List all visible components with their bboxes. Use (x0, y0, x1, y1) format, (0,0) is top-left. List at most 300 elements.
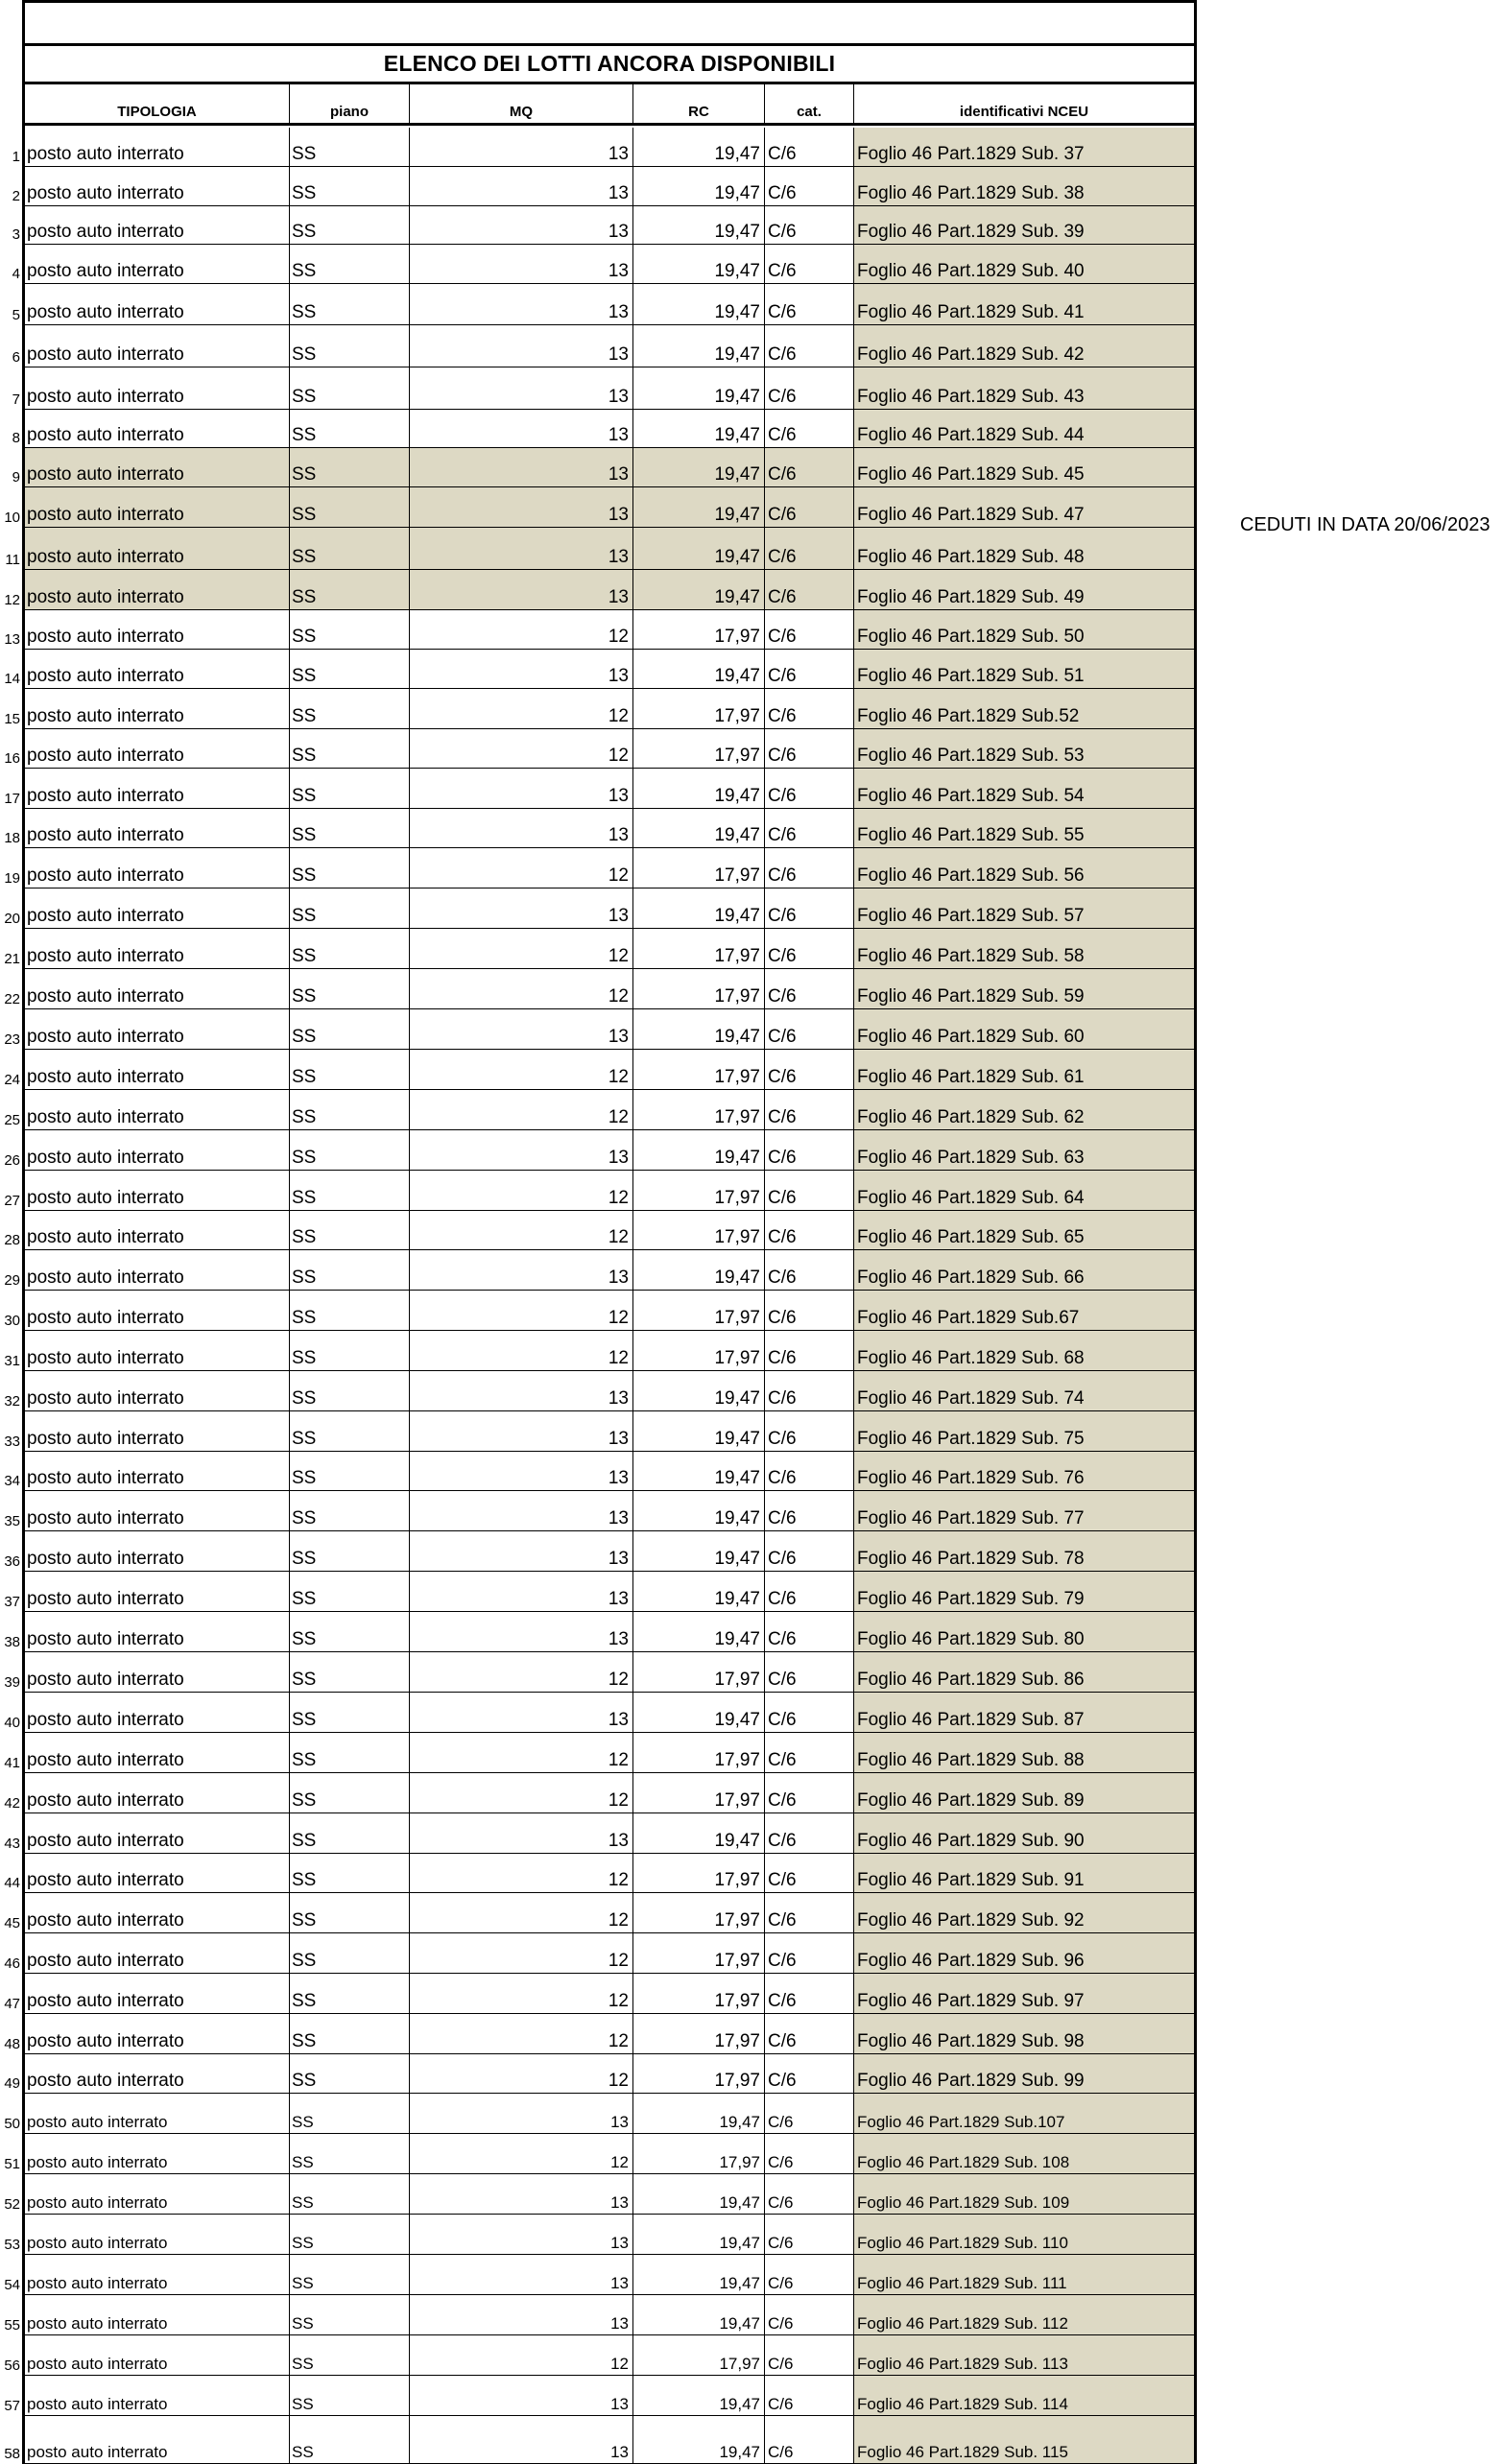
row-number: 28 (4, 1232, 20, 1248)
row-number: 2 (12, 188, 20, 204)
cell-rc: 19,47 (633, 2215, 765, 2254)
cell-identificativo: Foglio 46 Part.1829 Sub. 89 (854, 1773, 1194, 1812)
cell-mq: 13 (410, 2255, 633, 2294)
table-row (0, 1933, 1197, 1974)
cell-identificativo: Foglio 46 Part.1829 Sub. 47 (854, 487, 1194, 527)
cell-rc: 19,47 (633, 1411, 765, 1451)
cell-rc: 19,47 (633, 1531, 765, 1571)
row-number: 13 (4, 631, 20, 648)
cell-identificativo: Foglio 46 Part.1829 Sub. 113 (854, 2335, 1194, 2375)
cell-identificativo: Foglio 46 Part.1829 Sub. 99 (854, 2054, 1194, 2093)
cell-piano: SS (290, 2215, 410, 2254)
table-row (0, 1090, 1197, 1130)
cell-tipologia: posto auto interrato (25, 1933, 290, 1973)
row-cells (25, 1009, 1194, 1050)
row-cells (25, 448, 1194, 487)
row-cells (25, 1452, 1194, 1491)
cell-tipologia: posto auto interrato (25, 1291, 290, 1330)
cell-piano: SS (290, 1171, 410, 1210)
cell-cat: C/6 (765, 1171, 854, 1210)
cell-mq: 13 (410, 1491, 633, 1530)
cell-tipologia: posto auto interrato (25, 2134, 290, 2173)
top-border (24, 0, 1197, 3)
cell-rc: 19,47 (633, 2416, 765, 2463)
cell-rc: 17,97 (633, 848, 765, 888)
table-row (0, 1130, 1197, 1171)
row-cells (25, 570, 1194, 610)
cell-mq: 13 (410, 650, 633, 688)
cell-tipologia: posto auto interrato (25, 969, 290, 1008)
cell-rc: 19,47 (633, 367, 765, 409)
cell-mq: 13 (410, 367, 633, 409)
cell-mq: 13 (410, 206, 633, 244)
table-row (0, 410, 1197, 448)
row-number: 41 (4, 1755, 20, 1771)
cell-identificativo: Foglio 46 Part.1829 Sub. 42 (854, 325, 1194, 367)
table-row (0, 570, 1197, 610)
cell-rc: 17,97 (633, 1090, 765, 1129)
cell-identificativo: Foglio 46 Part.1829 Sub. 61 (854, 1050, 1194, 1089)
cell-tipologia: posto auto interrato (25, 167, 290, 205)
cell-piano: SS (290, 1250, 410, 1290)
row-cells (25, 167, 1194, 206)
cell-identificativo: Foglio 46 Part.1829 Sub. 58 (854, 929, 1194, 968)
cell-tipologia: posto auto interrato (25, 487, 290, 527)
row-number: 17 (4, 791, 20, 807)
cell-identificativo: Foglio 46 Part.1829 Sub. 114 (854, 2376, 1194, 2415)
cell-mq: 12 (410, 2134, 633, 2173)
cell-identificativo: Foglio 46 Part.1829 Sub.52 (854, 689, 1194, 728)
cell-tipologia: posto auto interrato (25, 448, 290, 486)
row-cells (25, 650, 1194, 689)
row-number: 3 (12, 226, 20, 243)
row-cells (25, 245, 1194, 284)
cell-tipologia: posto auto interrato (25, 2215, 290, 2254)
table-row (0, 206, 1197, 245)
row-cells (25, 2174, 1194, 2215)
row-cells (25, 888, 1194, 929)
table-row (0, 650, 1197, 689)
row-cells (25, 2295, 1194, 2335)
cell-tipologia: posto auto interrato (25, 1371, 290, 1410)
cell-mq: 13 (410, 2094, 633, 2133)
row-number: 48 (4, 2036, 20, 2052)
row-cells (25, 2134, 1194, 2174)
cell-piano: SS (290, 1612, 410, 1651)
cell-mq: 12 (410, 610, 633, 649)
cell-mq: 12 (410, 1773, 633, 1812)
row-number: 58 (4, 2446, 20, 2462)
cell-piano: SS (290, 2094, 410, 2133)
cell-mq: 12 (410, 848, 633, 888)
row-cells (25, 769, 1194, 809)
cell-mq: 13 (410, 2174, 633, 2214)
cell-piano: SS (290, 1452, 410, 1490)
cell-cat: C/6 (765, 1733, 854, 1772)
cell-piano: SS (290, 1652, 410, 1692)
ceded-note: CEDUTI IN DATA 20/06/2023 (1240, 514, 1491, 535)
cell-rc: 19,47 (633, 1693, 765, 1732)
cell-cat: C/6 (765, 325, 854, 367)
cell-tipologia: posto auto interrato (25, 2094, 290, 2133)
cell-rc: 19,47 (633, 888, 765, 928)
cell-piano: SS (290, 1211, 410, 1249)
table-row (0, 809, 1197, 848)
table-row (0, 1572, 1197, 1612)
table-row (0, 2014, 1197, 2054)
row-number: 33 (4, 1433, 20, 1450)
cell-identificativo: Foglio 46 Part.1829 Sub. 74 (854, 1371, 1194, 1410)
cell-rc: 19,47 (633, 487, 765, 527)
row-cells (25, 1733, 1194, 1773)
cell-identificativo: Foglio 46 Part.1829 Sub. 88 (854, 1733, 1194, 1772)
cell-piano: SS (290, 367, 410, 409)
cell-identificativo: Foglio 46 Part.1829 Sub. 48 (854, 528, 1194, 569)
cell-cat: C/6 (765, 2416, 854, 2463)
cell-rc: 17,97 (633, 610, 765, 649)
row-cells (25, 929, 1194, 969)
cell-rc: 19,47 (633, 245, 765, 283)
cell-identificativo: Foglio 46 Part.1829 Sub. 112 (854, 2295, 1194, 2334)
row-cells (25, 2094, 1194, 2134)
cell-rc: 19,47 (633, 1250, 765, 1290)
cell-cat: C/6 (765, 367, 854, 409)
cell-mq: 13 (410, 325, 633, 367)
cell-piano: SS (290, 528, 410, 569)
row-number: 44 (4, 1875, 20, 1891)
table-row (0, 2255, 1197, 2295)
cell-cat: C/6 (765, 1572, 854, 1611)
cell-cat: C/6 (765, 650, 854, 688)
row-cells (25, 610, 1194, 650)
table-row (0, 929, 1197, 969)
cell-identificativo: Foglio 46 Part.1829 Sub. 92 (854, 1893, 1194, 1932)
row-number: 37 (4, 1594, 20, 1610)
cell-piano: SS (290, 206, 410, 244)
row-cells (25, 528, 1194, 570)
table-row (0, 487, 1197, 528)
cell-cat: C/6 (765, 1009, 854, 1049)
cell-mq: 13 (410, 1693, 633, 1732)
cell-cat: C/6 (765, 1411, 854, 1451)
cell-cat: C/6 (765, 888, 854, 928)
cell-tipologia: posto auto interrato (25, 410, 290, 447)
table-row (0, 1652, 1197, 1693)
row-cells (25, 1411, 1194, 1452)
table-row (0, 729, 1197, 769)
cell-cat: C/6 (765, 1130, 854, 1170)
cell-rc: 19,47 (633, 1491, 765, 1530)
cell-tipologia: posto auto interrato (25, 1331, 290, 1370)
cell-mq: 13 (410, 1130, 633, 1170)
cell-cat: C/6 (765, 1974, 854, 2013)
table-row (0, 1050, 1197, 1090)
cell-mq: 12 (410, 1090, 633, 1129)
cell-cat: C/6 (765, 1933, 854, 1973)
row-number: 25 (4, 1112, 20, 1128)
cell-tipologia: posto auto interrato (25, 650, 290, 688)
cell-rc: 17,97 (633, 1933, 765, 1973)
table-row (0, 1291, 1197, 1331)
cell-piano: SS (290, 1331, 410, 1370)
row-cells (25, 2416, 1194, 2464)
cell-mq: 13 (410, 245, 633, 283)
cell-tipologia: posto auto interrato (25, 1130, 290, 1170)
cell-piano: SS (290, 128, 410, 166)
cell-cat: C/6 (765, 2335, 854, 2375)
cell-identificativo: Foglio 46 Part.1829 Sub. 60 (854, 1009, 1194, 1049)
cell-rc: 19,47 (633, 2255, 765, 2294)
cell-piano: SS (290, 1411, 410, 1451)
cell-piano: SS (290, 284, 410, 324)
cell-tipologia: posto auto interrato (25, 245, 290, 283)
row-number: 51 (4, 2156, 20, 2172)
cell-tipologia: posto auto interrato (25, 1531, 290, 1571)
cell-tipologia: posto auto interrato (25, 1050, 290, 1089)
row-cells (25, 1211, 1194, 1250)
cell-piano: SS (290, 1773, 410, 1812)
table-row (0, 1773, 1197, 1813)
cell-piano: SS (290, 2416, 410, 2463)
table-row (0, 1371, 1197, 1411)
row-cells (25, 1693, 1194, 1733)
cell-identificativo: Foglio 46 Part.1829 Sub. 80 (854, 1612, 1194, 1651)
cell-mq: 13 (410, 284, 633, 324)
cell-mq: 13 (410, 809, 633, 847)
row-cells (25, 2054, 1194, 2094)
row-number: 40 (4, 1715, 20, 1731)
cell-identificativo: Foglio 46 Part.1829 Sub. 76 (854, 1452, 1194, 1490)
cell-tipologia: posto auto interrato (25, 1009, 290, 1049)
cell-mq: 13 (410, 888, 633, 928)
table-row (0, 2094, 1197, 2134)
row-number: 56 (4, 2357, 20, 2374)
cell-cat: C/6 (765, 284, 854, 324)
table-row (0, 610, 1197, 650)
cell-cat: C/6 (765, 2215, 854, 2254)
cell-rc: 19,47 (633, 1572, 765, 1611)
table-row (0, 969, 1197, 1009)
cell-mq: 12 (410, 1933, 633, 1973)
cell-piano: SS (290, 167, 410, 205)
row-cells (25, 1933, 1194, 1974)
cell-identificativo: Foglio 46 Part.1829 Sub. 68 (854, 1331, 1194, 1370)
cell-identificativo: Foglio 46 Part.1829 Sub. 111 (854, 2255, 1194, 2294)
row-number: 46 (4, 1955, 20, 1972)
cell-identificativo: Foglio 46 Part.1829 Sub. 65 (854, 1211, 1194, 1249)
cell-identificativo: Foglio 46 Part.1829 Sub. 54 (854, 769, 1194, 808)
cell-mq: 12 (410, 929, 633, 968)
cell-mq: 13 (410, 1813, 633, 1853)
cell-identificativo: Foglio 46 Part.1829 Sub. 79 (854, 1572, 1194, 1611)
table-row (0, 848, 1197, 888)
cell-piano: SS (290, 650, 410, 688)
cell-identificativo: Foglio 46 Part.1829 Sub. 115 (854, 2416, 1194, 2463)
row-number: 57 (4, 2398, 20, 2414)
cell-tipologia: posto auto interrato (25, 1773, 290, 1812)
row-number: 11 (5, 552, 20, 568)
table-row (0, 1452, 1197, 1491)
row-number: 22 (4, 991, 20, 1007)
cell-mq: 12 (410, 2335, 633, 2375)
cell-piano: SS (290, 410, 410, 447)
table-row (0, 128, 1197, 167)
cell-identificativo: Foglio 46 Part.1829 Sub. 45 (854, 448, 1194, 486)
cell-identificativo: Foglio 46 Part.1829 Sub. 56 (854, 848, 1194, 888)
cell-rc: 17,97 (633, 2054, 765, 2093)
cell-piano: SS (290, 729, 410, 768)
cell-identificativo: Foglio 46 Part.1829 Sub. 110 (854, 2215, 1194, 2254)
cell-mq: 13 (410, 1009, 633, 1049)
row-cells (25, 325, 1194, 367)
cell-tipologia: posto auto interrato (25, 689, 290, 728)
cell-tipologia: posto auto interrato (25, 2416, 290, 2463)
cell-rc: 19,47 (633, 1130, 765, 1170)
cell-mq: 13 (410, 570, 633, 609)
row-cells (25, 1171, 1194, 1211)
cell-tipologia: posto auto interrato (25, 284, 290, 324)
cell-piano: SS (290, 1009, 410, 1049)
cell-identificativo: Foglio 46 Part.1829 Sub. 91 (854, 1854, 1194, 1892)
cell-tipologia: posto auto interrato (25, 325, 290, 367)
cell-rc: 17,97 (633, 1211, 765, 1249)
cell-mq: 13 (410, 1371, 633, 1410)
table-row (0, 1813, 1197, 1854)
cell-identificativo: Foglio 46 Part.1829 Sub.107 (854, 2094, 1194, 2133)
cell-cat: C/6 (765, 570, 854, 609)
row-number: 42 (4, 1795, 20, 1812)
cell-tipologia: posto auto interrato (25, 848, 290, 888)
cell-tipologia: posto auto interrato (25, 929, 290, 968)
cell-mq: 13 (410, 1250, 633, 1290)
column-header-mq: MQ (410, 84, 633, 123)
cell-cat: C/6 (765, 610, 854, 649)
cell-mq: 12 (410, 1733, 633, 1772)
row-cells (25, 1531, 1194, 1572)
cell-rc: 17,97 (633, 1652, 765, 1692)
cell-tipologia: posto auto interrato (25, 570, 290, 609)
row-number: 36 (4, 1553, 20, 1570)
cell-identificativo: Foglio 46 Part.1829 Sub. 39 (854, 206, 1194, 244)
cell-cat: C/6 (765, 1652, 854, 1692)
cell-rc: 17,97 (633, 1974, 765, 2013)
cell-cat: C/6 (765, 528, 854, 569)
cell-piano: SS (290, 1491, 410, 1530)
cell-tipologia: posto auto interrato (25, 2014, 290, 2053)
row-number: 21 (4, 951, 20, 967)
row-cells (25, 1612, 1194, 1652)
cell-cat: C/6 (765, 1050, 854, 1089)
cell-cat: C/6 (765, 1813, 854, 1853)
cell-cat: C/6 (765, 2054, 854, 2093)
table-row (0, 1612, 1197, 1652)
row-cells (25, 1250, 1194, 1291)
cell-rc: 17,97 (633, 1331, 765, 1370)
cell-identificativo: Foglio 46 Part.1829 Sub. 96 (854, 1933, 1194, 1973)
cell-cat: C/6 (765, 929, 854, 968)
row-number: 7 (12, 391, 20, 408)
cell-mq: 13 (410, 128, 633, 166)
table-row (0, 2335, 1197, 2376)
cell-piano: SS (290, 2134, 410, 2173)
cell-rc: 19,47 (633, 284, 765, 324)
cell-tipologia: posto auto interrato (25, 2335, 290, 2375)
cell-tipologia: posto auto interrato (25, 809, 290, 847)
row-cells (25, 1090, 1194, 1130)
cell-mq: 12 (410, 729, 633, 768)
cell-tipologia: posto auto interrato (25, 2255, 290, 2294)
cell-mq: 12 (410, 2054, 633, 2093)
row-cells (25, 729, 1194, 769)
table-row (0, 769, 1197, 809)
row-cells (25, 1974, 1194, 2014)
cell-mq: 12 (410, 1974, 633, 2013)
cell-cat: C/6 (765, 2376, 854, 2415)
table-row (0, 284, 1197, 325)
row-cells (25, 284, 1194, 325)
row-cells (25, 848, 1194, 888)
cell-piano: SS (290, 1733, 410, 1772)
cell-rc: 17,97 (633, 1773, 765, 1812)
row-number: 19 (4, 870, 20, 887)
row-cells (25, 1130, 1194, 1171)
cell-rc: 17,97 (633, 689, 765, 728)
row-number: 47 (4, 1996, 20, 2012)
cell-rc: 19,47 (633, 2295, 765, 2334)
cell-tipologia: posto auto interrato (25, 367, 290, 409)
row-cells (25, 1291, 1194, 1331)
cell-tipologia: posto auto interrato (25, 1652, 290, 1692)
cell-piano: SS (290, 689, 410, 728)
cell-mq: 13 (410, 2376, 633, 2415)
cell-identificativo: Foglio 46 Part.1829 Sub. 41 (854, 284, 1194, 324)
cell-identificativo: Foglio 46 Part.1829 Sub. 90 (854, 1813, 1194, 1853)
cell-tipologia: posto auto interrato (25, 1693, 290, 1732)
cell-cat: C/6 (765, 410, 854, 447)
cell-identificativo: Foglio 46 Part.1829 Sub. 86 (854, 1652, 1194, 1692)
table-row (0, 1411, 1197, 1452)
page-title: ELENCO DEI LOTTI ANCORA DISPONIBILI (22, 43, 1197, 84)
table-row (0, 325, 1197, 367)
row-number: 27 (4, 1193, 20, 1209)
cell-piano: SS (290, 1572, 410, 1611)
cell-piano: SS (290, 2174, 410, 2214)
cell-tipologia: posto auto interrato (25, 888, 290, 928)
cell-rc: 17,97 (633, 1171, 765, 1210)
cell-piano: SS (290, 1531, 410, 1571)
cell-rc: 17,97 (633, 2335, 765, 2375)
row-number: 8 (12, 430, 20, 446)
row-cells (25, 1331, 1194, 1371)
row-number: 35 (4, 1513, 20, 1529)
cell-identificativo: Foglio 46 Part.1829 Sub. 55 (854, 809, 1194, 847)
cell-cat: C/6 (765, 2134, 854, 2173)
cell-piano: SS (290, 2376, 410, 2415)
cell-rc: 19,47 (633, 2174, 765, 2214)
row-cells (25, 809, 1194, 848)
row-cells (25, 1773, 1194, 1813)
row-cells (25, 2014, 1194, 2054)
row-number: 50 (4, 2116, 20, 2132)
row-cells (25, 969, 1194, 1009)
cell-cat: C/6 (765, 206, 854, 244)
cell-rc: 19,47 (633, 448, 765, 486)
cell-cat: C/6 (765, 689, 854, 728)
cell-tipologia: posto auto interrato (25, 1211, 290, 1249)
cell-cat: C/6 (765, 1371, 854, 1410)
cell-identificativo: Foglio 46 Part.1829 Sub. 59 (854, 969, 1194, 1008)
row-number: 10 (4, 509, 20, 526)
